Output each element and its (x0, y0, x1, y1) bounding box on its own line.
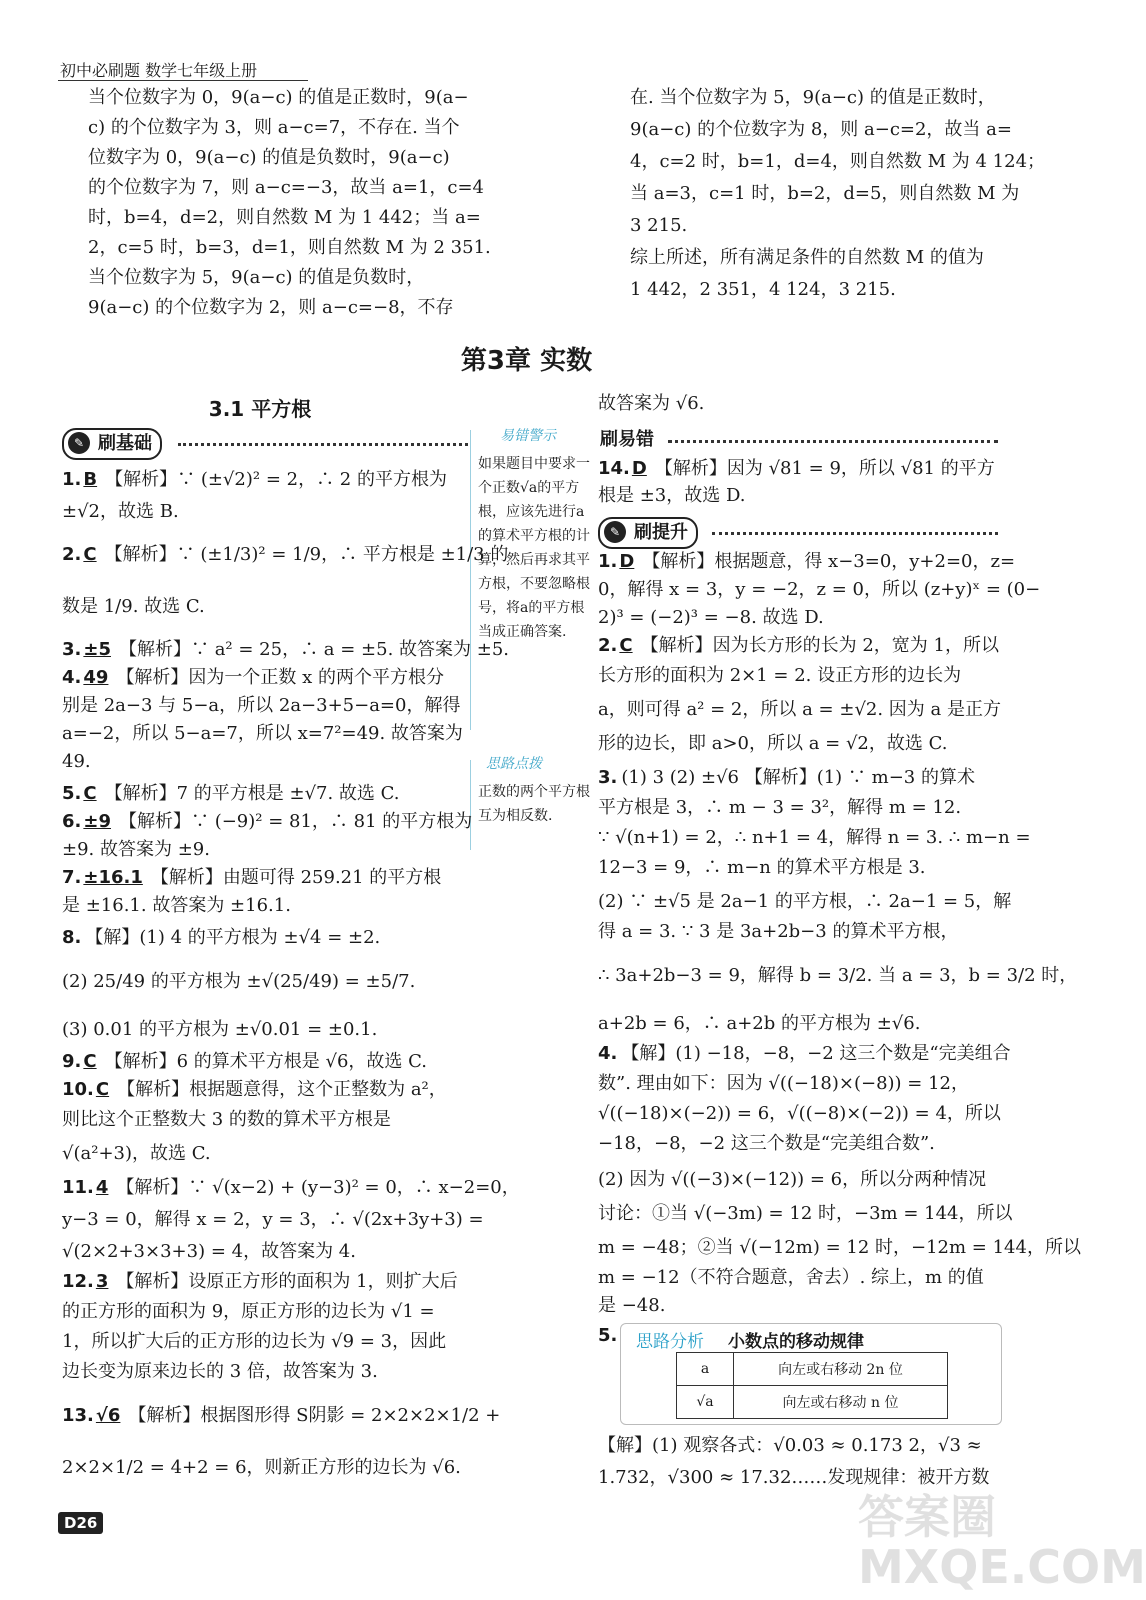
solution-line (62, 1240, 356, 1264)
solution-text: √(2×2+3×3+3) = 4，故答案为 4. (62, 1241, 356, 1262)
question-number: 5. (598, 1325, 618, 1346)
solution-text: 2)³ = (−2)³ = −8. 故选 D. (598, 607, 824, 628)
solution-text: 【解析】7 的平方根是 ±√7. 故选 C. (104, 783, 400, 804)
solution-text: 【解析】根据题意，得 x−3=0，y+2=0，z= (642, 551, 1016, 572)
solution-line (598, 457, 995, 481)
watermark: 答案圈 MXQE.COM (858, 1490, 1146, 1594)
solution-text: 【解析】因为长方形的长为 2，宽为 1，所以 (640, 635, 999, 656)
question-number: 3. (598, 767, 618, 788)
solution-line (62, 638, 509, 662)
solution-line (62, 1208, 484, 1232)
question-number: 3. (62, 639, 82, 660)
text-line: 4，c=2 时，b=1，d=4，则自然数 M 为 4 124； (630, 151, 1046, 172)
question-number: 9. (62, 1051, 82, 1072)
solution-text: ∵ √(n+1) = 2，∴ n+1 = 4，解得 n = 3. ∴ m−n = (598, 827, 1031, 848)
answer-choice: 4 (95, 1177, 109, 1198)
answer-choice: D (631, 458, 647, 479)
text-line: 9(a−c) 的个位数字为 2，则 a−c=−8，不存 (88, 297, 454, 318)
solution-text: 别是 2a−3 与 5−a，所以 2a−3+5−a=0，解得 (62, 695, 461, 716)
solution-text: 【解】(1) −18，−8，−2 这三个数是“完美组合 (621, 1043, 1011, 1064)
answer-choice: 49 (83, 667, 109, 688)
solution-line (598, 1324, 621, 1348)
solution-text: 0，解得 x = 3，y = −2，z = 0，所以 (z+y)ˣ = (0− (598, 579, 1041, 600)
answer-choice: ±16.1 (83, 867, 143, 888)
solution-text: √(a²+3)，故选 C. (62, 1143, 211, 1164)
dots-divider (178, 443, 468, 448)
chapter-title: 第3章 实数 (460, 346, 593, 376)
question-number: 5. (62, 783, 82, 804)
answer-choice: C (619, 635, 633, 656)
solution-line (62, 810, 472, 834)
question-number: 11. (62, 1177, 94, 1198)
solution-line (598, 698, 1001, 722)
badge-basic-label: 刷基础 (98, 433, 152, 454)
solution-line (598, 1202, 1012, 1226)
solution-line (62, 500, 179, 524)
tip-rule (470, 430, 471, 730)
solution-text: √((−18)×(−2)) = 6，√((−8)×(−2)) = 4，所以 (598, 1103, 1001, 1124)
solution-line (62, 1108, 391, 1132)
answer-choice: C (83, 783, 97, 804)
answer-choice: C (83, 1051, 97, 1072)
header-rule (58, 80, 308, 81)
solution-text: ±√2，故选 B. (62, 501, 179, 522)
solution-text: ±9. 故答案为 ±9. (62, 839, 210, 860)
solution-text: 【解析】∵ √(x−2) + (y−3)² = 0，∴ x−2=0， (116, 1177, 520, 1198)
question-number: 2. (598, 635, 618, 656)
solution-line (598, 1072, 969, 1096)
solution-text: (3) 0.01 的平方根为 ±√0.01 = ±0.1. (62, 1019, 378, 1040)
solution-line (62, 1330, 446, 1354)
solution-line (62, 750, 91, 774)
solution-line (62, 1018, 377, 1042)
text-line: 1 442，2 351，4 124，3 215. (630, 279, 896, 300)
solution-text: (1) 3 (2) ±√6 【解析】(1) ∵ m−3 的算术 (621, 767, 975, 788)
solution-line (62, 1300, 435, 1324)
table-cell: 向左或右移动 n 位 (734, 1386, 948, 1419)
table-cell: a (677, 1353, 734, 1386)
solution-line (598, 1012, 920, 1036)
tip-rule (470, 760, 471, 850)
text-line: 的个位数字为 7，则 a−c=−3，故当 a=1，c=4 (88, 177, 485, 198)
answer-choice: D (619, 551, 635, 572)
text-line: 9(a−c) 的个位数字为 8，则 a−c=2，故当 a= (630, 119, 1012, 140)
solution-text: 数是 1/9. 故选 C. (62, 596, 205, 617)
solution-line (62, 1270, 458, 1294)
solution-text: 则比这个正整数大 3 的数的算术平方根是 (62, 1109, 391, 1130)
solution-text: (2) ∵ ±√5 是 2a−1 的平方根，∴ 2a−1 = 5，解 (598, 891, 1012, 912)
dots-divider (668, 440, 998, 445)
solution-line (598, 634, 999, 658)
solution-line (62, 1456, 461, 1480)
dots-divider (712, 532, 998, 537)
answer-choice: ±9 (83, 811, 111, 832)
question-number: 14. (598, 458, 630, 479)
solution-line (62, 866, 441, 890)
solution-line (598, 964, 1077, 988)
solution-line (598, 732, 947, 756)
solution-line (62, 543, 508, 567)
badge-easy-error: 刷易错 (600, 429, 654, 450)
solution-line (62, 926, 380, 950)
solution-text: 根是 ±3，故选 D. (598, 485, 746, 506)
question-number: 2. (62, 544, 82, 565)
question-number: 7. (62, 867, 82, 888)
solution-line (598, 484, 746, 508)
answer-choice: C (83, 544, 97, 565)
solution-text: 【解析】根据题意得，这个正整数为 a²， (117, 1079, 447, 1100)
solution-line (598, 920, 958, 944)
solution-text: 【解析】因为一个正数 x 的两个平方根分 (116, 667, 445, 688)
solution-line (62, 1176, 520, 1200)
solution-line (598, 550, 1015, 574)
question-number: 4. (62, 667, 82, 688)
solution-line (62, 1078, 447, 1102)
solution-text: (2) 因为 √((−3)×(−12)) = 6，所以分两种情况 (598, 1169, 987, 1190)
question-number: 1. (62, 469, 82, 490)
solution-text: 【解析】由题可得 259.21 的平方根 (150, 867, 442, 888)
answer-choice: C (95, 1079, 110, 1100)
solution-text: 平方根是 3，∴ m − 3 = 3²，解得 m = 12. (598, 797, 962, 818)
solution-text: 【解析】∵ (±1/3)² = 1/9，∴ 平方根是 ±1/3 的 (104, 544, 509, 565)
solution-line (598, 826, 1031, 850)
solution-line (62, 838, 210, 862)
page-header: 初中必刷题 数学七年级上册 (60, 61, 258, 80)
answer-choice: B (83, 469, 98, 490)
solution-text: 边长变为原来边长的 3 倍，故答案为 3. (62, 1361, 378, 1382)
solution-text: 的正方形的面积为 9，原正方形的边长为 √1 = (62, 1301, 435, 1322)
solution-text: y−3 = 0，解得 x = 2，y = 3，∴ √(2x+3y+3) = (62, 1209, 484, 1230)
solution-text: 【解析】6 的算术平方根是 √6，故选 C. (104, 1051, 427, 1072)
solution-line (62, 666, 444, 690)
solution-line (62, 722, 463, 746)
solution-text: 【解析】∵ (−9)² = 81，∴ 81 的平方根为 (118, 811, 473, 832)
tip-easy-error: 如果题目中要求一个正数√a的平方根，应该先进行a的算术平方根的计算，然后再求其平方根，不要忽略根号，将a的平方根当成正确答案. (478, 456, 590, 640)
solution-text: 是 −48. (598, 1295, 666, 1316)
solution-line (598, 1132, 935, 1156)
solution-text: −18，−8，−2 这三个数是“完美组合数”. (598, 1133, 935, 1154)
solution-line (598, 890, 1011, 914)
solution-line (62, 694, 460, 718)
answer-choice: √6 (95, 1405, 121, 1426)
solution-text: 讨论：①当 √(−3m) = 12 时，−3m = 144，所以 (598, 1203, 1013, 1224)
solution-text: 故答案为 √6. (598, 393, 705, 414)
solution-text: 【解】(1) 观察各式：√0.03 ≈ 0.173 2，√3 ≈ (598, 1435, 982, 1456)
tip-title-easy-error: 易错警示 (500, 428, 556, 444)
solution-line (598, 856, 926, 880)
solution-text: (2) 25/49 的平方根为 ±√(25/49) = ±5/7. (62, 971, 416, 992)
tip-title-think: 思路点拨 (486, 756, 542, 772)
badge-improve-label: 刷提升 (634, 522, 688, 543)
table-row (677, 1386, 948, 1419)
question-number: 12. (62, 1271, 94, 1292)
question-number: 13. (62, 1405, 94, 1426)
solution-text: 1，所以扩大后的正方形的边长为 √9 = 3，因此 (62, 1331, 447, 1352)
solution-line (62, 1360, 378, 1384)
solution-text: m = −48；②当 √(−12m) = 12 时，−12m = 144，所以 (598, 1237, 1081, 1258)
solution-text: 是 ±16.1. 故答案为 ±16.1. (62, 895, 291, 916)
text-line: 综上所述，所有满足条件的自然数 M 的值为 (630, 247, 984, 268)
solution-line (62, 782, 400, 806)
solution-line (598, 606, 824, 630)
answer-choice: 3 (95, 1271, 109, 1292)
table-cell: 向左或右移动 2n 位 (734, 1353, 948, 1386)
solution-line (598, 664, 961, 688)
solution-text: a+2b = 6，∴ a+2b 的平方根为 ±√6. (598, 1013, 921, 1034)
question-number: 8. (62, 927, 82, 948)
think-title: 思路分析 (636, 1332, 704, 1352)
text-line: 在. 当个位数字为 5，9(a−c) 的值是正数时， (630, 87, 996, 108)
answer-choice: ±5 (83, 639, 111, 660)
text-line: c) 的个位数字为 3，则 a−c=7，不存在. 当个 (88, 117, 460, 138)
solution-text: 12−3 = 9，∴ m−n 的算术平方根是 3. (598, 857, 926, 878)
solution-text: 数”. 理由如下：因为 √((−18)×(−8)) = 12， (598, 1073, 970, 1094)
solution-line (62, 894, 291, 918)
question-number: 6. (62, 811, 82, 832)
rule-table (676, 1352, 948, 1419)
solution-text: m = −12（不符合题意，舍去）. 综上，m 的值 (598, 1267, 984, 1288)
solution-line (598, 1102, 1001, 1126)
solution-line (598, 1294, 665, 1318)
solution-line (598, 1266, 984, 1290)
solution-text: 【解析】根据图形得 S阴影 = 2×2×2×1/2 + (128, 1405, 501, 1426)
solution-text: 2×2×1/2 = 4+2 = 6，则新正方形的边长为 √6. (62, 1457, 461, 1478)
solution-text: a=−2，所以 5−a=7，所以 x=7²=49. 故答案为 (62, 723, 463, 744)
badge-basic (62, 428, 162, 460)
solution-line (598, 766, 975, 790)
text-line: 当个位数字为 0，9(a−c) 的值是正数时，9(a− (88, 87, 469, 108)
table-row (677, 1353, 948, 1386)
text-line: 当个位数字为 5，9(a−c) 的值是负数时， (88, 267, 425, 288)
text-line: 时，b=4，d=2，则自然数 M 为 1 442；当 a= (88, 207, 481, 228)
solution-line (598, 392, 704, 416)
solution-line (62, 595, 205, 619)
solution-line (62, 1050, 427, 1074)
solution-text: ∴ 3a+2b−3 = 9，解得 b = 3/2. 当 a = 3，b = 3/2 时， (598, 965, 1078, 986)
solution-text: 1.732，√300 ≈ 17.32……发现规律：被开方数 (598, 1467, 990, 1488)
solution-line (598, 1236, 1081, 1260)
solution-line (62, 1142, 211, 1166)
solution-text: 得 a = 3. ∵ 3 是 3a+2b−3 的算术平方根， (598, 921, 959, 942)
text-line: 2，c=5 时，b=3，d=1，则自然数 M 为 2 351. (88, 237, 491, 258)
badge-improve (598, 517, 698, 549)
solution-line (62, 468, 447, 492)
pencil-icon: ✎ (68, 432, 90, 454)
solution-line (598, 1466, 989, 1490)
pencil-icon: ✎ (604, 521, 626, 543)
solution-line (62, 1404, 500, 1428)
think-subtitle: 小数点的移动规律 (728, 1332, 864, 1352)
solution-text: 【解】(1) 4 的平方根为 ±√4 = ±2. (85, 927, 381, 948)
solution-line (598, 796, 961, 820)
solution-text: 【解析】因为 √81 = 9，所以 √81 的平方 (654, 458, 995, 479)
solution-text: 长方形的面积为 2×1 = 2. 设正方形的边长为 (598, 665, 962, 686)
solution-text: a，则可得 a² = 2，所以 a = ±√2. 因为 a 是正方 (598, 699, 1001, 720)
solution-line (598, 1434, 982, 1458)
solution-line (598, 578, 1040, 602)
solution-text: 49. (62, 751, 91, 772)
section-title: 3.1 平方根 (208, 397, 312, 421)
table-cell: √a (677, 1386, 734, 1419)
page-number: D26 (58, 1512, 103, 1534)
text-line: 3 215. (630, 215, 688, 236)
solution-line (598, 1042, 1011, 1066)
tip-think: 正数的两个平方根互为相反数. (478, 784, 590, 824)
text-line: 位数字为 0，9(a−c) 的值是负数时，9(a−c) (88, 147, 450, 168)
solution-text: 【解析】∵ a² = 25，∴ a = ±5. 故答案为 ±5. (118, 639, 510, 660)
solution-text: 【解析】∵ (±√2)² = 2，∴ 2 的平方根为 (105, 469, 447, 490)
question-number: 1. (598, 551, 618, 572)
question-number: 10. (62, 1079, 94, 1100)
solution-line (598, 1168, 986, 1192)
solution-text: 【解析】设原正方形的面积为 1，则扩大后 (116, 1271, 458, 1292)
solution-line (62, 970, 415, 994)
solution-text: 形的边长，即 a>0，所以 a = √2，故选 C. (598, 733, 948, 754)
text-line: 当 a=3，c=1 时，b=2，d=5，则自然数 M 为 (630, 183, 1020, 204)
question-number: 4. (598, 1043, 618, 1064)
